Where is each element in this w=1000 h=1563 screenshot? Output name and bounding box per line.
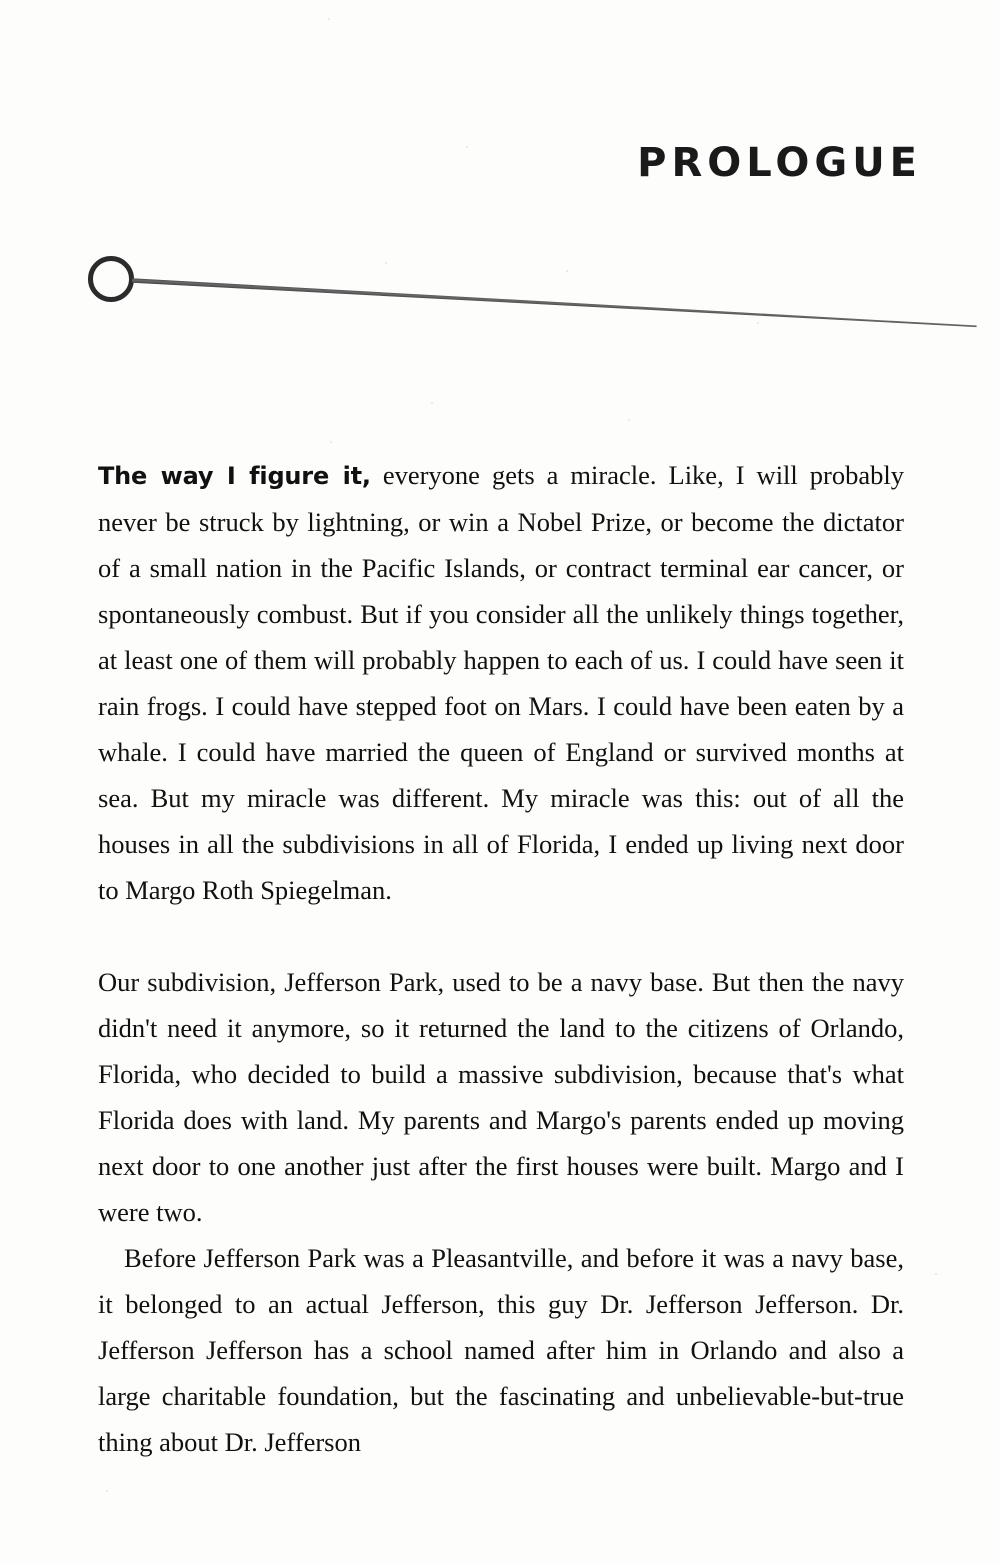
- page-title: PROLOGUE: [637, 140, 922, 186]
- pin-head-icon: [88, 256, 134, 302]
- paragraph-body: Our subdivision, Jefferson Park, used to be a navy base. But then the navy didn't need it anymore, so it returned the land to the citizens of Orlando, Florida, who decided to build a massive subdivision, because that's what Florida does with land. My parents and Margo's parents ended up moving next door to one another just after the first houses were built. Margo and I were two.: [98, 967, 904, 1227]
- paragraph-2: [98, 959, 904, 1235]
- body-text: [98, 452, 904, 1465]
- paragraph-body: everyone gets a miracle. Like, I will probably never be struck by lightning, or win a Nobel Prize, or become the dictator of a small nation in the Pacific Islands, or contract terminal ear cancer, or spontaneously combust. But if you consider all the unlikely things together, at least one of them will probably happen to each of us. I could have seen it rain frogs. I could have stepped foot on Mars. I could have been eaten by a whale. I could have married the queen of England or survived months at sea. But my miracle was different. My miracle was this: out of all the houses in all the subdivisions in all of Florida, I ended up living next door to Margo Roth Spiegelman.: [98, 460, 904, 905]
- pin-shaft-icon: [132, 277, 977, 330]
- paper-speckle: [628, 419, 630, 421]
- paper-speckle: [330, 441, 332, 443]
- pin-ornament-icon: [88, 248, 978, 348]
- paragraph-3: [98, 1235, 904, 1465]
- paper-speckle: [328, 18, 330, 20]
- paragraph-1: [98, 452, 904, 913]
- paragraph-body: Before Jefferson Park was a Pleasantville, and before it was a navy base, it belonged to an actual Jefferson, this guy Dr. Jefferson Jefferson. Dr. Jefferson Jefferson has a school named after him in Orlando and also a large charitable foundation, but the fascinating and unbelievable-but-true thing about Dr. Jefferson: [98, 1243, 904, 1457]
- paper-speckle: [466, 146, 468, 148]
- paper-speckle: [431, 402, 433, 404]
- paragraph-lead-in: The way I figure it,: [98, 462, 371, 490]
- paper-speckle: [106, 1490, 108, 1492]
- paper-speckle: [935, 1273, 937, 1275]
